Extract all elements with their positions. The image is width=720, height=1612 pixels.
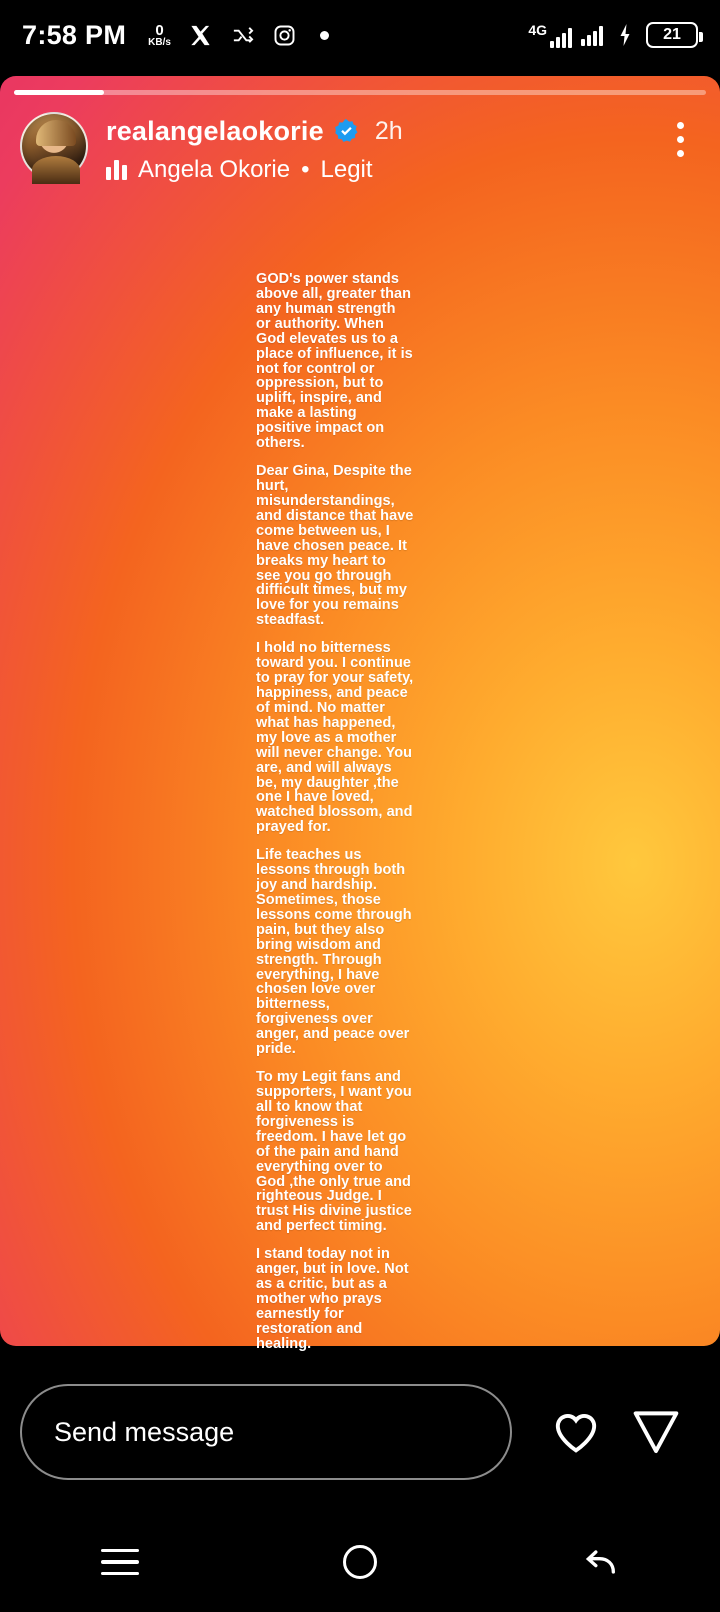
- send-message-placeholder: Send message: [54, 1416, 235, 1447]
- story-paragraph: To my Legit fans and supporters, I want you all to know that forgiveness is freedom. I have let go of the pain and hand everything over to God ,the only true and righteous Judge. I trust His divine justice and perfect timing.: [256, 1069, 412, 1235]
- story-paragraph: Life teaches us lessons through both joy and hardship. Sometimes, those lessons come through pain, but they also bring wisdom and strength. Through everything, I have chosen love over bitterness, forgiveness over anger, and peace over pride.: [256, 847, 412, 1058]
- music-track: Legit: [320, 156, 373, 183]
- status-time: 7:58 PM: [22, 19, 127, 50]
- story-paragraph: I stand today not in anger, but in love. Not as a critic, but as a mother who prays earnestly for restoration and healing.: [256, 1246, 409, 1352]
- story-progress-bar: [14, 90, 706, 95]
- network-speed-unit: KB/s: [148, 36, 171, 48]
- story-username[interactable]: realangelaokorie: [106, 116, 324, 146]
- x-twitter-icon: [188, 23, 213, 48]
- signal-bars-sim2: [581, 24, 603, 46]
- music-separator: •: [301, 156, 310, 183]
- story-timestamp: 2h: [374, 117, 403, 145]
- battery-percent: 21: [663, 26, 681, 43]
- shuffle-icon: [230, 23, 255, 48]
- network-speed-indicator: [148, 23, 171, 48]
- send-message-input[interactable]: [20, 1384, 512, 1480]
- more-options-icon[interactable]: [660, 116, 700, 162]
- dot-indicator: [320, 31, 329, 40]
- status-right-icons: [528, 22, 698, 48]
- story-music-row[interactable]: [106, 156, 403, 184]
- avatar[interactable]: [20, 112, 88, 180]
- status-left-icons: [148, 23, 329, 48]
- network-type-label: 4G: [528, 21, 547, 38]
- story-paragraph: GOD's power stands above all, greater than any human strength or authority. When God elevates us to a place of influence, it is not for control or oppression, but to uplift, inspire, and make a lasting positive impact on others.: [256, 271, 413, 452]
- music-equalizer-icon: [106, 160, 127, 180]
- battery-indicator: [646, 22, 698, 48]
- home-circle-icon[interactable]: [305, 1532, 415, 1592]
- back-arrow-icon[interactable]: [545, 1532, 655, 1592]
- music-artist: Angela Okorie: [138, 156, 291, 183]
- story-viewer[interactable]: [0, 76, 720, 1352]
- android-nav-bar: [0, 1512, 720, 1612]
- story-reply-bar: [0, 1352, 720, 1512]
- story-paragraph: Dear Gina, Despite the hurt, misunderstandings, and distance that have come between us, I have chosen peace. It breaks my heart to see you go through difficult times, but my love for you remains steadfast.: [256, 463, 414, 629]
- network-type-indicator: [528, 23, 572, 48]
- network-speed-value: 0: [155, 21, 164, 39]
- story-paragraph: I hold no bitterness toward you. I continue to pray for your safety, happiness, and peace of mind. No matter what has happened, my love as a mother will never change. You are, and will always be, my daughter ,the one I have loved, watched blossom, and prayed for.: [256, 640, 414, 836]
- story-header: [20, 112, 700, 184]
- send-icon[interactable]: [618, 1394, 694, 1470]
- charging-bolt-icon: [612, 23, 637, 48]
- status-bar: [0, 0, 720, 70]
- heart-icon[interactable]: [538, 1394, 614, 1470]
- story-header-text: [106, 112, 403, 184]
- story-text-block: [256, 272, 414, 1527]
- verified-badge-icon: [333, 118, 360, 145]
- signal-bars-sim1: [550, 26, 572, 48]
- story-progress-fill: [14, 90, 104, 95]
- instagram-icon: [272, 23, 297, 48]
- story-author-row: [106, 116, 403, 147]
- menu-icon[interactable]: [65, 1532, 175, 1592]
